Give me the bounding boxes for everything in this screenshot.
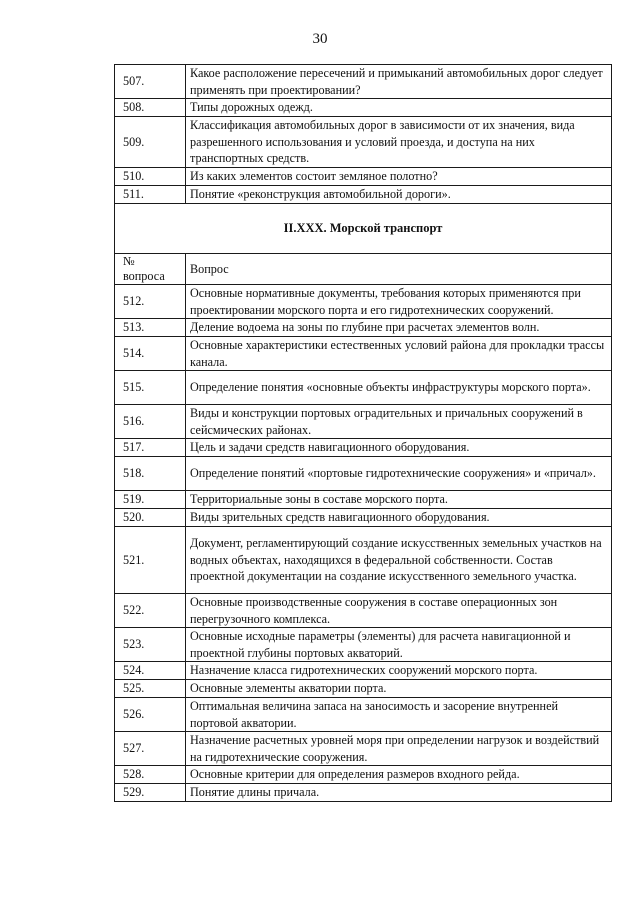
table-row [115,65,612,99]
question-number: 519. [115,491,186,509]
question-text: Основные элементы акватории порта. [186,680,612,698]
question-text: Цель и задачи средств навигационного оборудования. [186,439,612,457]
question-number: 521. [115,527,186,594]
question-number: 522. [115,594,186,628]
question-number: 518. [115,457,186,491]
question-text: Виды зрительных средств навигационного оборудования. [186,509,612,527]
question-text: Классификация автомобильных дорог в зависимости от их значения, вида разрешенного использования и условий проезда, и доступа на них транспортных средств. [186,117,612,168]
question-number: 528. [115,766,186,784]
question-text: Какое расположение пересечений и примыканий автомобильных дорог следует применять при проектировании? [186,65,612,99]
question-text: Типы дорожных одежд. [186,99,612,117]
question-number: 527. [115,732,186,766]
table-row [115,405,612,439]
question-number: 525. [115,680,186,698]
header-num-word: вопроса [123,269,165,283]
question-number: 513. [115,319,186,337]
questions-table [114,64,612,802]
table-row [115,527,612,594]
table-row [115,732,612,766]
question-number: 526. [115,698,186,732]
table-row [115,285,612,319]
question-text: Понятие длины причала. [186,784,612,802]
table-row [115,439,612,457]
header-question-cell: Вопрос [186,254,612,285]
table-row [115,698,612,732]
header-num-cell [115,254,186,285]
table-row [115,594,612,628]
table-row [115,186,612,204]
question-text: Назначение расчетных уровней моря при определении нагрузок и воздействий на гидротехнические сооружения. [186,732,612,766]
question-text: Назначение класса гидротехнических сооружений морского порта. [186,662,612,680]
question-text: Определение понятий «портовые гидротехнические сооружения» и «причал». [186,457,612,491]
question-number: 524. [115,662,186,680]
question-number: 523. [115,628,186,662]
question-number: 520. [115,509,186,527]
header-num-symbol: № [123,254,135,268]
question-number: 508. [115,99,186,117]
question-text: Документ, регламентирующий создание искусственных земельных участков на водных объектах, находящихся в федеральной собственности. Состав проектной документации на создание искусственного земельного участка. [186,527,612,594]
question-number: 517. [115,439,186,457]
question-number: 511. [115,186,186,204]
question-text: Виды и конструкции портовых оградительных и причальных сооружений в сейсмических районах. [186,405,612,439]
top-rows [115,65,612,204]
question-number: 514. [115,337,186,371]
question-number: 510. [115,168,186,186]
table-row [115,117,612,168]
table-row [115,99,612,117]
question-text: Деление водоема на зоны по глубине при расчетах элементов волн. [186,319,612,337]
table-row [115,680,612,698]
question-text: Территориальные зоны в составе морского порта. [186,491,612,509]
table-row [115,337,612,371]
question-text: Оптимальная величина запаса на заносимость и засорение внутренней портовой акватории. [186,698,612,732]
question-number: 509. [115,117,186,168]
question-number: 529. [115,784,186,802]
question-text: Основные нормативные документы, требования которых применяются при проектировании морского порта и его гидротехнических сооружений. [186,285,612,319]
question-text: Основные характеристики естественных условий района для прокладки трассы канала. [186,337,612,371]
table-row [115,628,612,662]
question-number: 515. [115,371,186,405]
question-rows [115,285,612,802]
question-text: Основные исходные параметры (элементы) для расчета навигационной и проектной глубины портовых акваторий. [186,628,612,662]
table-row [115,509,612,527]
table-row [115,319,612,337]
question-text: Основные критерии для определения размеров входного рейда. [186,766,612,784]
table-header-row [115,254,612,285]
question-text: Основные производственные сооружения в составе операционных зон перегрузочного комплекса. [186,594,612,628]
table-row [115,457,612,491]
table-row [115,766,612,784]
question-text: Из каких элементов состоит земляное полотно? [186,168,612,186]
table-row [115,371,612,405]
table-row [115,662,612,680]
section-block [115,204,612,285]
question-number: 512. [115,285,186,319]
table-row [115,784,612,802]
page-number: 30 [312,31,328,47]
section-title: II.XXX. Морской транспорт [115,204,612,254]
table-row [115,168,612,186]
question-text: Определение понятия «основные объекты инфраструктуры морского порта». [186,371,612,405]
table-row [115,491,612,509]
question-number: 516. [115,405,186,439]
question-text: Понятие «реконструкция автомобильной дороги». [186,186,612,204]
question-number: 507. [115,65,186,99]
